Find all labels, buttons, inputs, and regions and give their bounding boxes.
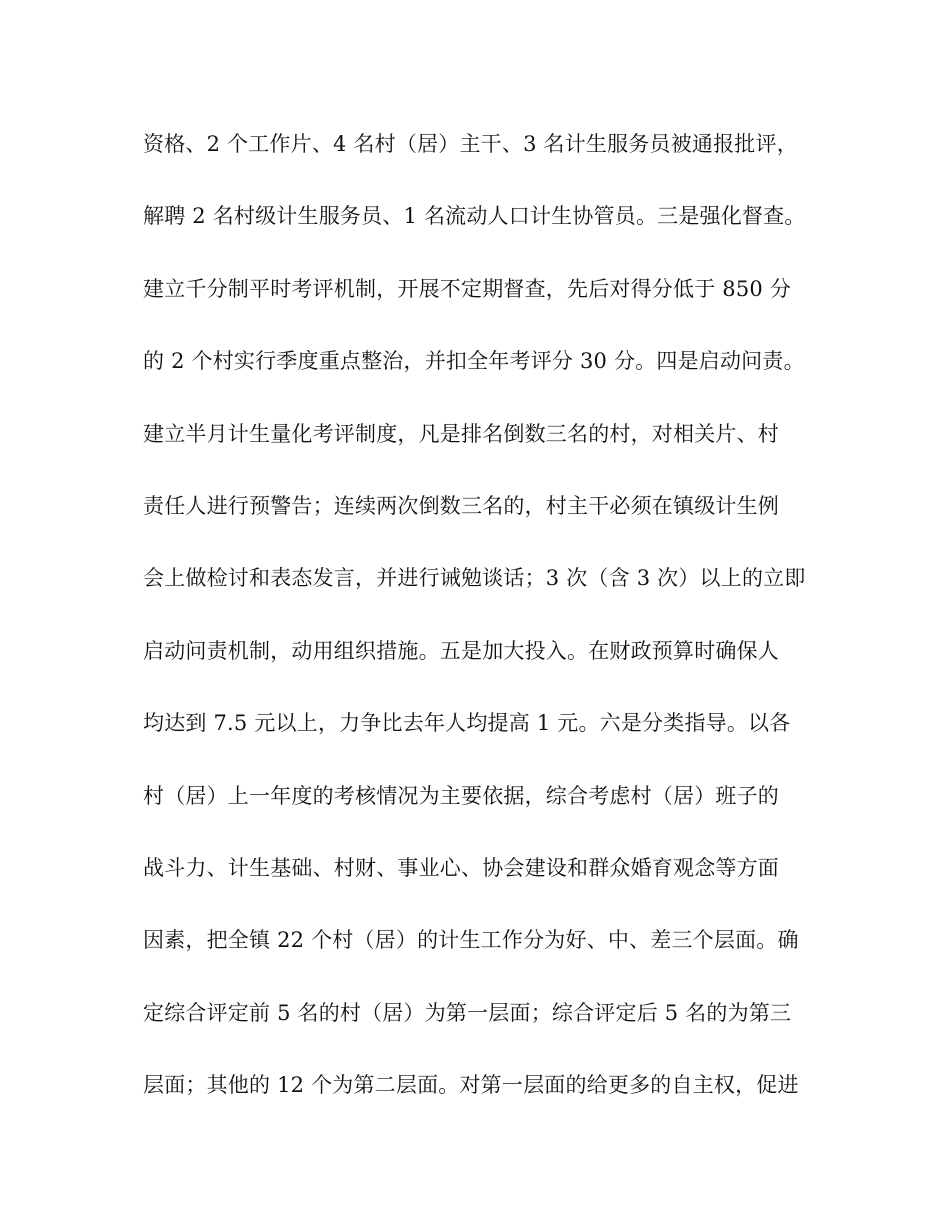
text-line: 会上做检讨和表态发言，并进行诫勉谈话；3 次（含 3 次）以上的立即 xyxy=(143,566,806,591)
text-line: 责任人进行预警告；连续两次倒数三名的，村主干必须在镇级计生例 xyxy=(143,493,779,518)
text-line: 的 2 个村实行季度重点整治，并扣全年考评分 30 分。四是启动问责。 xyxy=(143,349,805,374)
text-line: 村（居）上一年度的考核情况为主要依据，综合考虑村（居）班子的 xyxy=(143,783,779,808)
text-line: 建立半月计生量化考评制度，凡是排名倒数三名的村，对相关片、村 xyxy=(143,421,779,446)
text-line: 因素，把全镇 22 个村（居）的计生工作分为好、中、差三个层面。确 xyxy=(143,928,799,953)
text-line: 建立千分制平时考评机制，开展不定期督查，先后对得分低于 850 分 xyxy=(143,276,792,301)
text-line: 战斗力、计生基础、村财、事业心、协会建设和群众婚育观念等方面 xyxy=(143,855,779,880)
text-line: 资格、2 个工作片、4 名村（居）主干、3 名计生服务员被通报批评， xyxy=(143,132,798,156)
text-line: 均达到 7.5 元以上，力争比去年人均提高 1 元。六是分类指导。以各 xyxy=(143,711,791,736)
text-line: 启动问责机制，动用组织措施。五是加大投入。在财政预算时确保人 xyxy=(143,638,779,663)
text-line: 定综合评定前 5 名的村（居）为第一层面；综合评定后 5 名的为第三 xyxy=(143,1000,792,1025)
text-line: 解聘 2 名村级计生服务员、1 名流动人口计生协管员。三是强化督查。 xyxy=(143,204,806,229)
text-line: 层面；其他的 12 个为第二层面。对第一层面的给更多的自主权，促进 xyxy=(143,1073,799,1098)
body-text xyxy=(143,124,823,1137)
